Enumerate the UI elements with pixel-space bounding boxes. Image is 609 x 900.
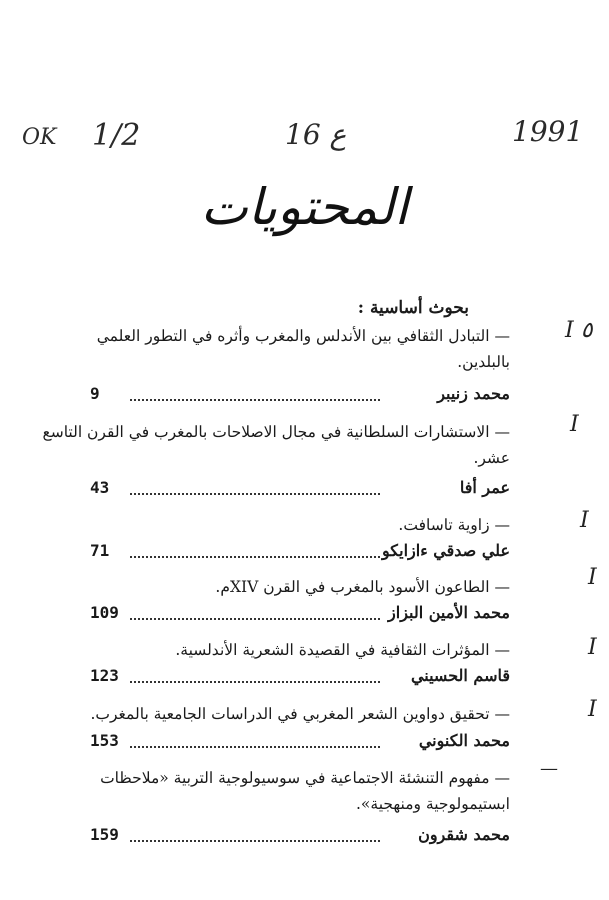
toc-entry-1-author <box>90 384 510 410</box>
leader-dots <box>130 556 380 558</box>
toc-entry-4-text <box>40 574 510 600</box>
author-name: علي صدقي ءازايكو <box>382 541 510 560</box>
toc-entry-7-author <box>90 825 510 851</box>
author-name: محمد الكنوني <box>418 731 510 750</box>
margin-mark-4: I <box>588 565 597 590</box>
page-number: 43 <box>90 478 110 497</box>
entry-title: تحقيق دواوين الشعر المغربي في الدراسات الجامعية بالمغرب. <box>90 705 490 723</box>
entry-title: التبادل الثقافي بين الأندلس والمغرب وأثره في التطور العلمي بالبلدين. <box>96 327 510 371</box>
leader-dots <box>130 681 380 683</box>
toc-entry-6-text <box>40 701 510 727</box>
entry-bullet: — <box>494 327 510 345</box>
entry-title: المؤثرات الثقافية في القصيدة الشعرية الأندلسية. <box>175 641 490 659</box>
page-number: 71 <box>90 541 110 560</box>
leader-dots <box>130 399 380 401</box>
author-name: محمد زنيبر <box>437 384 510 403</box>
page-number: 153 <box>90 731 119 750</box>
entry-bullet: — <box>494 516 510 534</box>
annotation-fraction: 1/2 <box>92 118 141 153</box>
margin-mark-1: I ٥ <box>565 318 593 343</box>
page-number: 123 <box>90 666 119 685</box>
annotation-middle: 16 ع <box>285 118 347 151</box>
entry-bullet: — <box>494 705 510 723</box>
toc-entry-5-text <box>40 637 510 663</box>
toc-entry-7-text <box>40 765 510 817</box>
toc-entry-6-author <box>90 731 510 757</box>
author-name: محمد الأمين البزاز <box>388 603 510 622</box>
author-name: عمر أفا <box>459 478 510 497</box>
entry-bullet: — <box>494 423 510 441</box>
toc-entry-1-text <box>40 323 510 375</box>
toc-entry-3-author <box>90 541 510 567</box>
toc-entry-5-author <box>90 666 510 692</box>
leader-dots <box>130 493 380 495</box>
page-title: المحتويات <box>200 178 409 236</box>
entry-bullet: — <box>494 769 510 787</box>
entry-title: زاوية تاسافت. <box>398 516 490 534</box>
toc-entry-3-text <box>40 512 510 538</box>
leader-dots <box>130 840 380 842</box>
entry-title: الاستشارات السلطانية في مجال الاصلاحات بالمغرب في القرن التاسع عشر. <box>42 423 510 467</box>
annotation-left: OK <box>22 125 57 150</box>
toc-entry-2-author <box>90 478 510 504</box>
margin-mark-5: I <box>588 635 597 660</box>
margin-mark-3: I <box>580 508 589 533</box>
entry-bullet: — <box>494 641 510 659</box>
page-number: 9 <box>90 384 100 403</box>
entry-title: الطاعون الأسود بالمغرب في القرن XIVم. <box>215 578 490 596</box>
entry-bullet: — <box>494 578 510 596</box>
author-name: قاسم الحسيني <box>410 666 510 685</box>
margin-mark-2: I <box>570 412 579 437</box>
leader-dots <box>130 618 380 620</box>
toc-entry-4-author <box>90 603 510 629</box>
author-name: محمد شقرون <box>418 825 510 844</box>
page-number: 159 <box>90 825 119 844</box>
leader-dots <box>130 746 380 748</box>
margin-mark-6: I <box>588 697 597 722</box>
section-heading: بحوث أساسية : <box>357 298 469 318</box>
annotation-right: 1991 <box>512 115 584 148</box>
toc-entry-2-text <box>40 419 510 471</box>
margin-mark-7: — <box>540 758 558 779</box>
page-number: 109 <box>90 603 119 622</box>
entry-title: مفهوم التنشئة الاجتماعية في سوسيولوجية التربية «ملاحظات ابستيمولوجية ومنهجية». <box>100 769 510 813</box>
